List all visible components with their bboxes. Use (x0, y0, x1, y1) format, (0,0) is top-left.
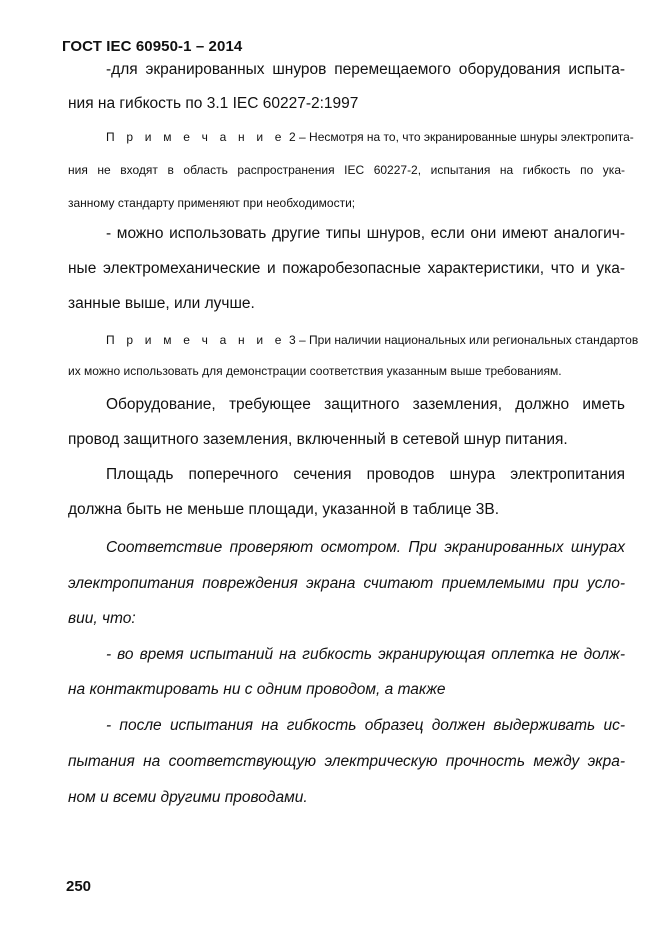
text-line: занные выше, или лучше. (68, 295, 255, 312)
note-label: П р и м е ч а н и е (106, 333, 286, 347)
compliance-line: на контактировать ни с одним проводом, а также (68, 681, 446, 698)
text-line: ния на гибкость по 3.1 IEC 60227-2:1997 (68, 95, 359, 112)
text-line: - можно использовать другие типы шнуров, если они имеют аналогич- (106, 225, 625, 242)
compliance-line: ном и всеми другими проводами. (68, 789, 308, 806)
note-line: ния не входят в область распространения IEC 60227-2, испытания на гибкость по ука- (68, 163, 625, 177)
text-line: ные электромеханические и пожаробезопасные характеристики, что и ука- (68, 260, 625, 277)
text-line: Оборудование, требующее защитного заземления, должно иметь (106, 396, 625, 413)
text-line: -для экранированных шнуров перемещаемого оборудования испыта- (106, 61, 625, 78)
text-line: должна быть не меньше площади, указанной в таблице 3В. (68, 501, 500, 518)
compliance-line: пытания на соответствующую электрическую прочность между экра- (68, 753, 625, 770)
text-line: Площадь поперечного сечения проводов шнура электропитания (106, 466, 625, 483)
note-label: П р и м е ч а н и е (106, 130, 286, 144)
note-text: 2 – Несмотря на то, что экранированные шнуры электропита- (289, 130, 634, 144)
compliance-line: - во время испытаний на гибкость экранирующая оплетка не долж- (106, 646, 625, 663)
compliance-line: Соответствие проверяют осмотром. При экранированных шнурах (106, 539, 625, 556)
note-text: 3 – При наличии национальных или региональных стандартов (289, 333, 639, 347)
document-header: ГОСТ IEC 60950-1 – 2014 (62, 38, 243, 55)
compliance-line: вии, что: (68, 610, 136, 627)
note-line: занному стандарту применяют при необходимости; (68, 196, 356, 210)
note-line: их можно использовать для демонстрации соответствия указанным выше требованиям. (68, 364, 562, 378)
compliance-line: - после испытания на гибкость образец должен выдерживать ис- (106, 717, 625, 734)
note-2-line (68, 130, 634, 144)
text-line: провод защитного заземления, включенный в сетевой шнур питания. (68, 431, 568, 448)
compliance-line: электропитания повреждения экрана считают приемлемыми при усло- (68, 575, 625, 592)
note-3-line (68, 333, 639, 347)
page-number: 250 (66, 878, 92, 895)
